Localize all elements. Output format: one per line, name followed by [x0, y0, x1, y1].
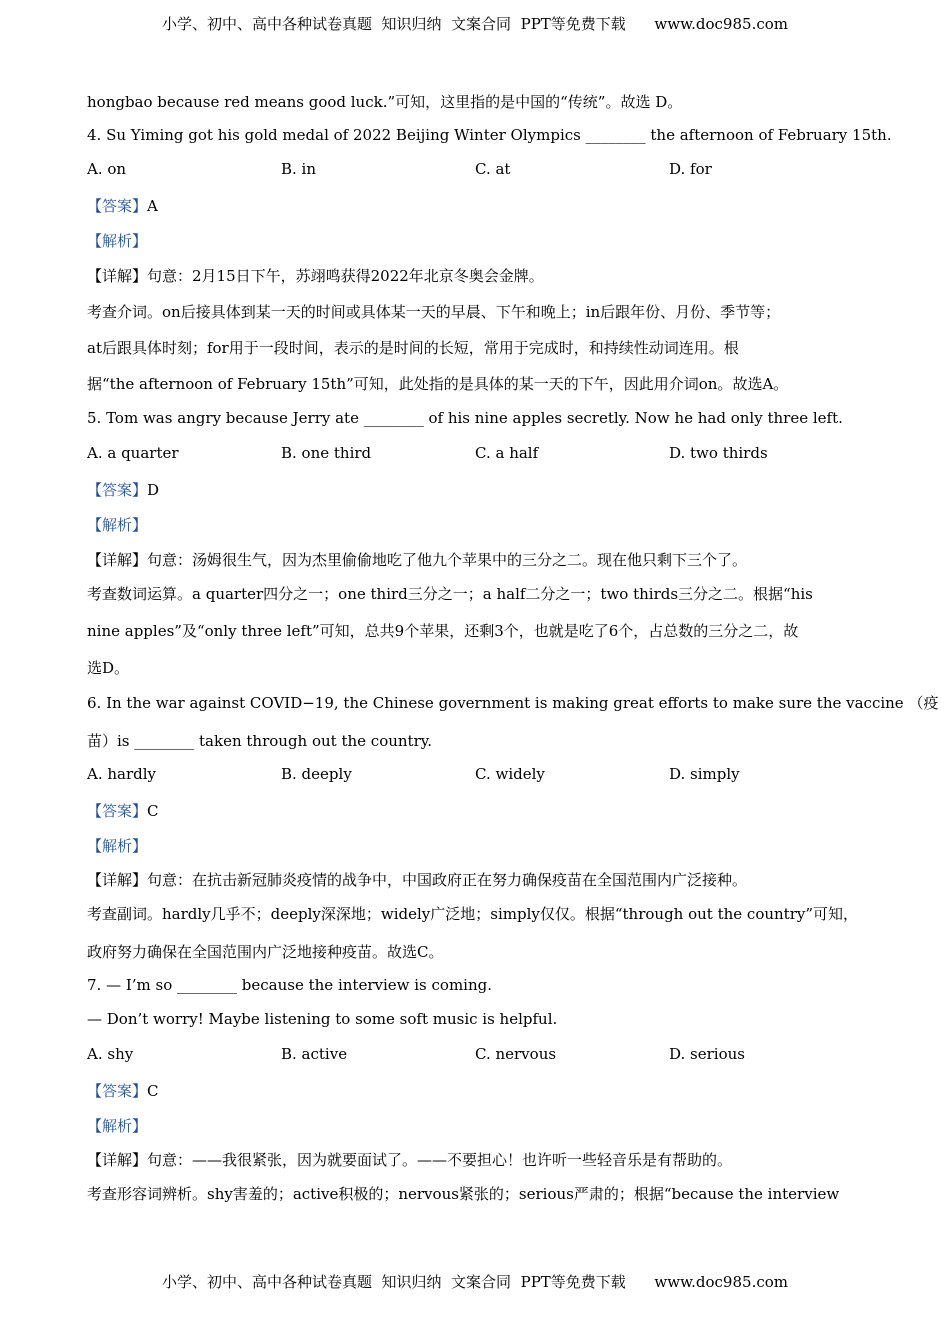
question-5-option-d: D. two thirds [669, 444, 768, 462]
carry-over-line: hongbao because red means good luck.”可知，这里指的是中国的“传统”。故选 D。 [87, 93, 683, 111]
question-4-stem: 4. Su Yiming got his gold medal of 2022 Beijing Winter Olympics ________ the afternoon of February 15th. [87, 126, 892, 144]
answer-label: 【答案】 [87, 1082, 148, 1100]
page-header: 小学、初中、高中各种试卷真题 知识归纳 文案合同 PPT等免费下载 www.doc985.com [161, 15, 788, 33]
question-4-detail-3: at后跟具体时刻；for用于一段时间，表示的是时间的长短，常用于完成时，和持续性动词连用。根 [87, 339, 739, 357]
question-6-option-d: D. simply [669, 765, 740, 783]
question-4-option-b: B. in [281, 160, 317, 178]
question-4-detail-1: 【详解】句意：2月15日下午，苏翊鸣获得2022年北京冬奥会金牌。 [87, 267, 544, 285]
question-5-option-a: A. a quarter [87, 444, 179, 462]
answer-label: 【答案】 [87, 197, 148, 215]
question-6-stem-line-2: 苗）is ________ taken through out the country. [87, 732, 433, 750]
question-7-stem-line-1: 7. — I’m so ________ because the interview is coming. [87, 976, 492, 994]
question-6-detail-1: 【详解】句意：在抗击新冠肺炎疫情的战争中，中国政府正在努力确保疫苗在全国范围内广泛接种。 [87, 871, 748, 889]
question-5-stem: 5. Tom was angry because Jerry ate ________ of his nine apples secretly. Now he had only three left. [87, 409, 843, 427]
question-6-option-c: C. widely [475, 765, 545, 783]
question-7-analysis-label: 【解析】 [87, 1117, 148, 1135]
answer-value: C [147, 802, 159, 820]
question-7-option-c: C. nervous [475, 1045, 557, 1063]
question-7-option-b: B. active [281, 1045, 348, 1063]
answer-value: A [147, 197, 158, 215]
question-6-stem-line-1: 6. In the war against COVID−19, the Chinese government is making great efforts to make sure the vaccine （疫 [87, 694, 939, 712]
question-5-analysis-label: 【解析】 [87, 516, 148, 534]
question-4-detail-4: 据“the afternoon of February 15th”可知，此处指的是具体的某一天的下午，因此用介词on。故选A。 [87, 375, 789, 393]
question-7-answer [87, 1080, 159, 1101]
question-7-detail-2: 考查形容词辨析。shy害羞的；active积极的；nervous紧张的；serious严肃的；根据“because the interview [87, 1185, 840, 1203]
answer-label: 【答案】 [87, 802, 148, 820]
question-5-detail-2: 考查数词运算。a quarter四分之一；one third三分之一；a half二分之一；two thirds三分之二。根据“his [87, 585, 813, 603]
question-5-detail-3: nine apples”及“only three left”可知，总共9个苹果，还剩3个，也就是吃了6个，占总数的三分之二，故 [87, 622, 799, 640]
question-4-answer [87, 195, 158, 216]
question-6-detail-3: 政府努力确保在全国范围内广泛地接种疫苗。故选C。 [87, 943, 444, 961]
question-4-detail-2: 考查介词。on后接具体到某一天的时间或具体某一天的早晨、下午和晚上；in后跟年份、月份、季节等； [87, 303, 781, 321]
question-4-option-a: A. on [87, 160, 127, 178]
question-6-answer [87, 800, 159, 821]
question-6-detail-2: 考查副词。hardly几乎不；deeply深深地；widely广泛地；simply仅仅。根据“through out the country”可知， [87, 905, 859, 923]
question-7-detail-1: 【详解】句意：——我很紧张，因为就要面试了。——不要担心！也许听一些轻音乐是有帮助的。 [87, 1151, 733, 1169]
answer-value: D [147, 481, 160, 499]
question-4-analysis-label: 【解析】 [87, 232, 148, 250]
question-6-option-b: B. deeply [281, 765, 352, 783]
question-5-option-b: B. one third [281, 444, 372, 462]
question-7-option-a: A. shy [87, 1045, 134, 1063]
question-4-option-d: D. for [669, 160, 712, 178]
answer-value: C [147, 1082, 159, 1100]
question-4-option-c: C. at [475, 160, 511, 178]
page-footer: 小学、初中、高中各种试卷真题 知识归纳 文案合同 PPT等免费下载 www.doc985.com [161, 1273, 788, 1291]
question-6-option-a: A. hardly [87, 765, 157, 783]
question-5-answer [87, 479, 159, 500]
question-7-option-d: D. serious [669, 1045, 745, 1063]
question-5-option-c: C. a half [475, 444, 539, 462]
answer-label: 【答案】 [87, 481, 148, 499]
question-5-detail-1: 【详解】句意：汤姆很生气，因为杰里偷偷地吃了他九个苹果中的三分之二。现在他只剩下三个了。 [87, 551, 748, 569]
question-6-analysis-label: 【解析】 [87, 837, 148, 855]
question-7-stem-line-2: — Don’t worry! Maybe listening to some soft music is helpful. [87, 1010, 558, 1028]
question-5-detail-4: 选D。 [87, 659, 130, 677]
